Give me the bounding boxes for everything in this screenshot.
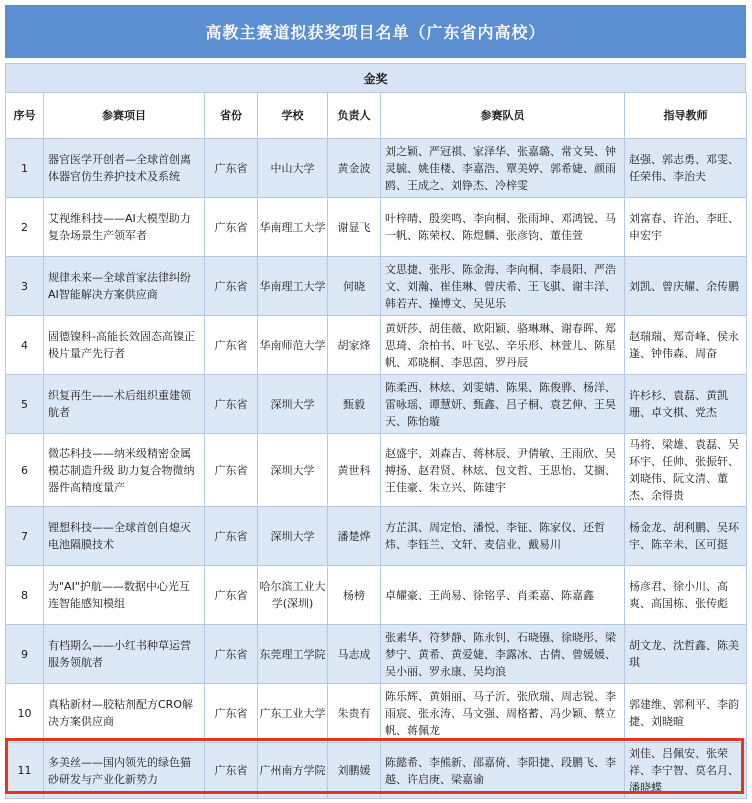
cell-leader: 黄世科: [328, 434, 381, 507]
cell-school: 华南师范大学: [258, 316, 328, 375]
cell-project-name: 规律未来—全球首家法律纠纷AI智能解决方案供应商: [44, 257, 205, 316]
cell-project-name: 多美丝——国内领先的绿色猫砂研发与产业化新势力: [44, 743, 205, 799]
cell-school: 哈尔滨工业大学(深圳): [258, 566, 328, 625]
cell-row-number: 11: [6, 743, 44, 799]
table-row: [6, 625, 747, 684]
cell-team-members: 文思捷、张彤、陈金海、李向桐、李晨阳、严浩文、刘瀚、崔佳琳、曾庆希、王飞骐、谢丰洋、韩若卉、操博文、吴见乐: [381, 257, 625, 316]
award-table: [5, 92, 747, 799]
cell-team-members: 陈柔西、林炫、刘雯婧、陈果、陈俊骅、杨洋、雷咏瑶、谭慧妍、甄鑫、吕子桐、袁艺伸、王昊天、陈怡璇: [381, 375, 625, 434]
table-row: [6, 507, 747, 566]
cell-school: 华南理工大学: [258, 198, 328, 257]
cell-advisors: 赵强、郭志勇、邓雯、任荣伟、李治夫: [625, 139, 747, 198]
table-row: [6, 434, 747, 507]
cell-province: 广东省: [205, 434, 258, 507]
cell-row-number: 10: [6, 684, 44, 743]
cell-province: 广东省: [205, 375, 258, 434]
cell-team-members: 赵盛宇、刘森吉、蒋林辰、尹倩敏、王雨欣、吴搏扬、赵君贤、林炫、包文哲、王思怡、艾搁、王佳豪、朱立兴、陈建宇: [381, 434, 625, 507]
cell-row-number: 4: [6, 316, 44, 375]
cell-leader: 刘鹏媛: [328, 743, 381, 799]
cell-team-members: 黄妍莎、胡佳薇、欧阳颖、骆琳琳、谢春晖、郑思琦、余柏书、叶飞弘、辛乐形、林萱儿、陈星帆、邓晓桐、李思茵、罗丹辰: [381, 316, 625, 375]
cell-project-name: 艾视维科技——AI大模型助力复杂场景生产领军者: [44, 198, 205, 257]
cell-province: 广东省: [205, 625, 258, 684]
cell-project-name: 微芯科技——纳米级精密金属模芯制造升级 助力复合物微纳器件高精度量产: [44, 434, 205, 507]
cell-school: 广东工业大学: [258, 684, 328, 743]
table-row: [6, 316, 747, 375]
cell-row-number: 6: [6, 434, 44, 507]
award-list: [5, 5, 746, 799]
cell-leader: 潘楚烨: [328, 507, 381, 566]
cell-province: 广东省: [205, 684, 258, 743]
cell-province: 广东省: [205, 566, 258, 625]
cell-row-number: 7: [6, 507, 44, 566]
cell-leader: 何晓: [328, 257, 381, 316]
cell-leader: 胡家烽: [328, 316, 381, 375]
cell-province: 广东省: [205, 198, 258, 257]
cell-team-members: 叶梓晴、殷奕鸣、李向桐、张雨坤、邓鸿锐、马一帆、陈荣权、陈煜麟、张彦钧、董佳萱: [381, 198, 625, 257]
table-row: [6, 139, 747, 198]
cell-project-name: 织复再生——术后组织重建领航者: [44, 375, 205, 434]
cell-team-members: 张素华、符梦静、陈永钊、石晓镪、徐晓彤、梁梦宁、黄希、黄爱婕、李露冰、古倩、曾媛媛、吴小丽、罗永康、吴均浪: [381, 625, 625, 684]
cell-team-members: 卓耀豪、王尚易、徐铭孚、肖柔嘉、陈嘉鑫: [381, 566, 625, 625]
cell-project-name: 为"AI"护航——数据中心光互连智能感知模组: [44, 566, 205, 625]
cell-advisors: 许杉杉、袁磊、黄凯珊、卓文棋、党杰: [625, 375, 747, 434]
cell-leader: 马志成: [328, 625, 381, 684]
cell-advisors: 刘富春、许治、李旺、申宏宇: [625, 198, 747, 257]
cell-leader: 杨榜: [328, 566, 381, 625]
table-row: [6, 684, 747, 743]
cell-province: 广东省: [205, 743, 258, 799]
cell-row-number: 2: [6, 198, 44, 257]
cell-row-number: 5: [6, 375, 44, 434]
cell-school: 东莞理工学院: [258, 625, 328, 684]
table-header-row: [6, 93, 747, 139]
cell-leader: 朱贵有: [328, 684, 381, 743]
table-row: [6, 743, 747, 799]
header-teacher: 指导教师: [625, 93, 747, 139]
cell-advisors: 郭建维、郭利平、李韵捷、刘晓暄: [625, 684, 747, 743]
cell-project-name: 器官医学开创者—全球首创离体器官仿生养护技术及系统: [44, 139, 205, 198]
cell-province: 广东省: [205, 257, 258, 316]
cell-school: 深圳大学: [258, 375, 328, 434]
cell-project-name: 真粘新材—胶粘剂配方CRO解决方案供应商: [44, 684, 205, 743]
cell-team-members: 陈乐辉、黄娟丽、马子沂、张欣瑞、周志锐、李雨宸、张永涛、马文强、周格蓄、冯少颖、蔡立帆、蒋佩龙: [381, 684, 625, 743]
cell-advisors: 胡文龙、沈哲鑫、陈美琪: [625, 625, 747, 684]
table-row: [6, 375, 747, 434]
cell-project-name: 有档期么——小红书种草运营服务领航者: [44, 625, 205, 684]
cell-province: 广东省: [205, 316, 258, 375]
cell-leader: 黄金波: [328, 139, 381, 198]
page-title: 高教主赛道拟获奖项目名单（广东省内高校）: [5, 5, 746, 58]
cell-advisors: 赵瑞瑞、郑奇峰、侯永逢、钟伟森、周奋: [625, 316, 747, 375]
cell-row-number: 3: [6, 257, 44, 316]
header-project: 参赛项目: [44, 93, 205, 139]
cell-team-members: 刘之颖、严冠祺、家泽华、张嘉璐、常文昊、钟灵毓、姚佳楼、李嘉浩、覃美婷、郭希婕、颜雨鸥、王成之、刘铮杰、冷梓雯: [381, 139, 625, 198]
header-province: 省份: [205, 93, 258, 139]
header-no: 序号: [6, 93, 44, 139]
award-level: 金奖: [5, 63, 746, 92]
table-row: [6, 257, 747, 316]
cell-school: 广州南方学院: [258, 743, 328, 799]
cell-advisors: 杨金龙、胡利鹏、吴环宇、陈辛未、区可挺: [625, 507, 747, 566]
cell-leader: 谢显飞: [328, 198, 381, 257]
cell-leader: 甄毅: [328, 375, 381, 434]
header-team: 参赛队员: [381, 93, 625, 139]
cell-school: 华南理工大学: [258, 257, 328, 316]
cell-project-name: 锂想科技——全球首创自熄灭电池隔膜技术: [44, 507, 205, 566]
cell-row-number: 8: [6, 566, 44, 625]
cell-school: 中山大学: [258, 139, 328, 198]
cell-project-name: 固德镍科-高能长效固态高镍正极片量产先行者: [44, 316, 205, 375]
cell-advisors: 刘佳、吕佩安、张荣祥、李宁智、莫名月、潘晓蝶: [625, 743, 747, 799]
cell-team-members: 方芷淇、周定怡、潘悦、李钲、陈家仪、还哲炜、李钰兰、文轩、麦信业、戴易川: [381, 507, 625, 566]
cell-row-number: 1: [6, 139, 44, 198]
header-school: 学校: [258, 93, 328, 139]
header-leader: 负责人: [328, 93, 381, 139]
cell-advisors: 马将、梁雄、袁磊、吴环宇、任帅、张振轩、刘晓伟、阮文清、董杰、余得贵: [625, 434, 747, 507]
table-row: [6, 566, 747, 625]
cell-advisors: 杨彦君、徐小川、高爽、高国栋、张传彪: [625, 566, 747, 625]
cell-team-members: 陈懿希、李熊新、邵嘉倚、李阳捷、段鹏飞、李越、许启庚、梁嘉谕: [381, 743, 625, 799]
cell-school: 深圳大学: [258, 434, 328, 507]
cell-advisors: 刘凯、曾庆耀、余传鹏: [625, 257, 747, 316]
table-row: [6, 198, 747, 257]
cell-province: 广东省: [205, 139, 258, 198]
cell-row-number: 9: [6, 625, 44, 684]
cell-province: 广东省: [205, 507, 258, 566]
cell-school: 深圳大学: [258, 507, 328, 566]
